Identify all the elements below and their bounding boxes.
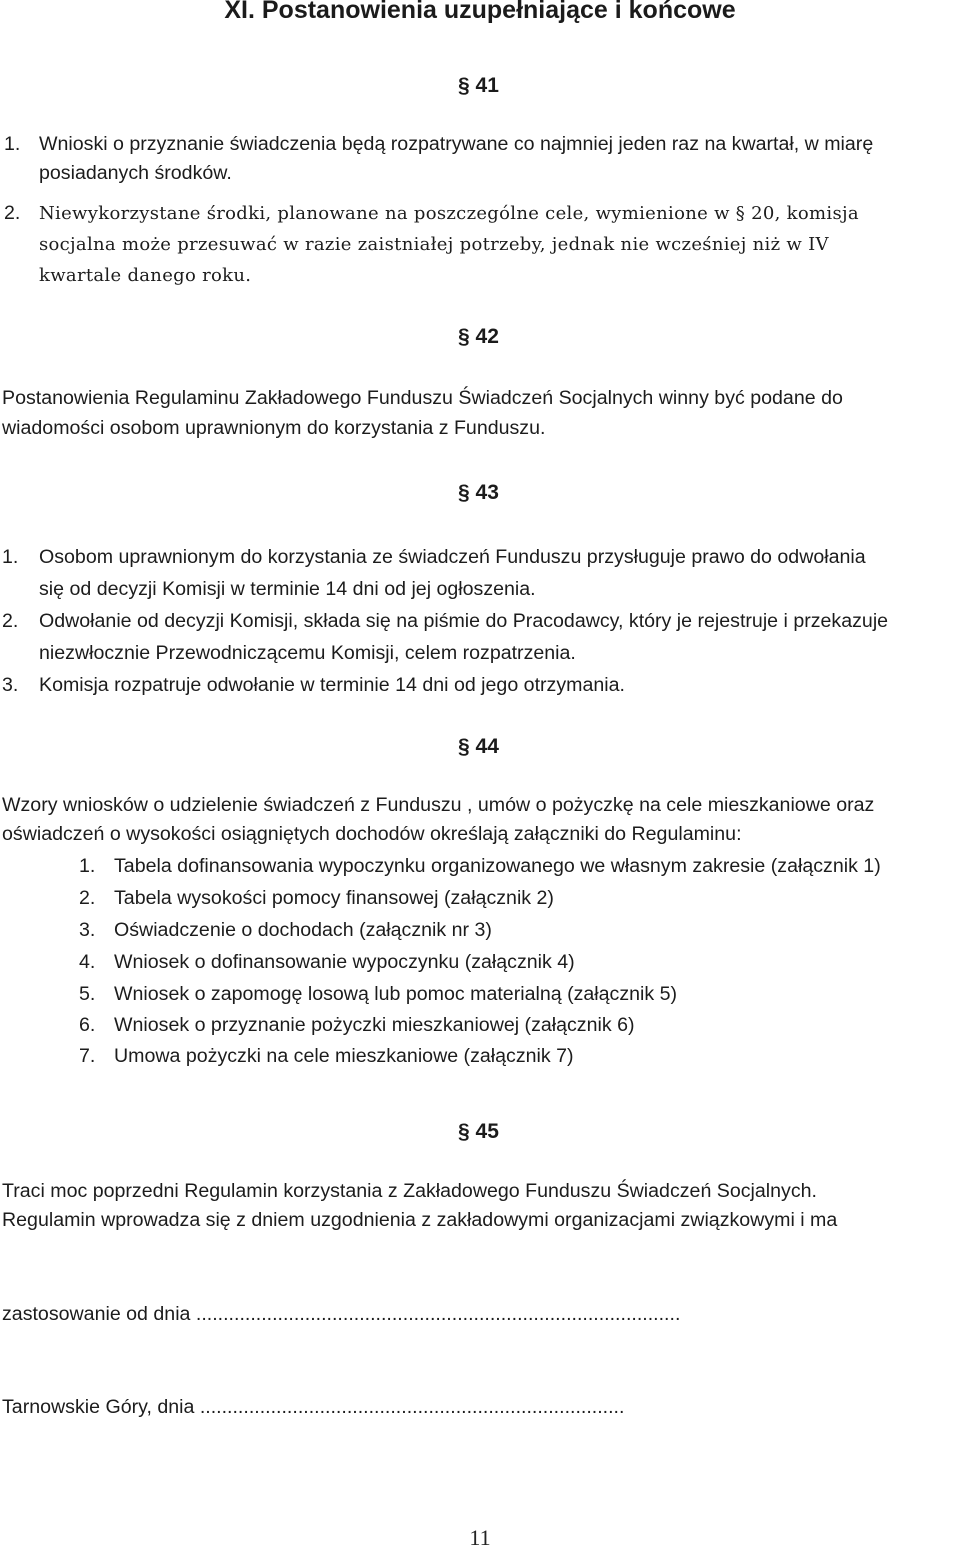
s43-item-2-line-1: Odwołanie od decyzji Komisji, składa się na piśmie do Pracodawcy, który je rejestruje i przekazuje [39, 610, 889, 632]
s45-line-2: Regulamin wprowadza się z dniem uzgodnienia z zakładowymi organizacjami związkowymi i ma [2, 1209, 838, 1231]
s44-item-6-number: 6. [79, 1014, 96, 1036]
s43-item-1-line-2: się od decyzji Komisji w terminie 14 dni od jej ogłoszenia. [39, 578, 536, 600]
s44-item-3-number: 3. [79, 919, 96, 941]
s44-item-7-number: 7. [79, 1045, 96, 1067]
s45-line-1: Traci moc poprzedni Regulamin korzystania z Zakładowego Funduszu Świadczeń Socjalnych. [2, 1180, 817, 1202]
section-41-header: § 41 [458, 74, 499, 97]
section-44-header: § 44 [458, 735, 499, 758]
s43-item-3-number: 3. [2, 674, 19, 696]
section-45-header: § 45 [458, 1120, 499, 1143]
s41-item-1-number: 1. [4, 133, 21, 155]
s44-item-6-text: Wniosek o przyznanie pożyczki mieszkaniowej (załącznik 6) [114, 1014, 635, 1036]
s44-item-4-text: Wniosek o dofinansowanie wypoczynku (załącznik 4) [114, 951, 575, 973]
s43-item-2-number: 2. [2, 610, 19, 632]
effective-date-line: zastosowanie od dnia ......................................................................................... [2, 1303, 681, 1325]
chapter-title: XI. Postanowienia uzupełniające i końcowe [224, 0, 736, 24]
s41-item-1-line-2: posiadanych środków. [39, 162, 232, 184]
s44-item-5-number: 5. [79, 983, 96, 1005]
s44-intro-line-2: oświadczeń o wysokości osiągniętych dochodów określają załączniki do Regulaminu: [2, 823, 742, 845]
section-43-header: § 43 [458, 481, 499, 504]
s44-item-4-number: 4. [79, 951, 96, 973]
s41-item-2-number: 2. [4, 202, 21, 224]
s42-line-1: Postanowienia Regulaminu Zakładowego Funduszu Świadczeń Socjalnych winny być podane do [2, 387, 843, 409]
s44-item-3-text: Oświadczenie o dochodach (załącznik nr 3) [114, 919, 492, 941]
s44-item-7-text: Umowa pożyczki na cele mieszkaniowe (załącznik 7) [114, 1045, 574, 1067]
s44-item-1-number: 1. [79, 855, 96, 877]
s44-item-5-text: Wniosek o zapomogę losową lub pomoc materialną (załącznik 5) [114, 983, 678, 1005]
s43-item-1-number: 1. [2, 546, 19, 568]
s41-item-2-line-3: kwartale danego roku. [39, 265, 252, 286]
s42-line-2: wiadomości osobom uprawnionym do korzystania z Funduszu. [2, 417, 546, 439]
s43-item-1-line-1: Osobom uprawnionym do korzystania ze świadczeń Funduszu przysługuje prawo do odwołania [39, 546, 866, 568]
place-date-line: Tarnowskie Góry, dnia .............................................................................. [2, 1396, 625, 1418]
s43-item-3-line-1: Komisja rozpatruje odwołanie w terminie 14 dni od jego otrzymania. [39, 674, 625, 696]
s44-item-2-number: 2. [79, 887, 96, 909]
s44-item-2-text: Tabela wysokości pomocy finansowej (załącznik 2) [114, 887, 554, 909]
s41-item-2-line-2: socjalna może przesuwać w razie zaistniałej potrzeby, jednak nie wcześniej niż w IV [39, 234, 829, 255]
s41-item-2-line-1: Niewykorzystane środki, planowane na poszczególne cele, wymienione w § 20, komisja [39, 203, 859, 224]
s44-item-1-text: Tabela dofinansowania wypoczynku organizowanego we własnym zakresie (załącznik 1) [114, 855, 881, 877]
s41-item-1-line-1: Wnioski o przyznanie świadczenia będą rozpatrywane co najmniej jeden raz na kwartał, w miarę [39, 133, 874, 155]
s44-intro-line-1: Wzory wniosków o udzielenie świadczeń z Funduszu , umów o pożyczkę na cele mieszkaniowe oraz [2, 794, 875, 816]
page-number: 11 [469, 1525, 491, 1550]
s43-item-2-line-2: niezwłocznie Przewodniczącemu Komisji, celem rozpatrzenia. [39, 642, 576, 664]
section-42-header: § 42 [458, 325, 499, 348]
